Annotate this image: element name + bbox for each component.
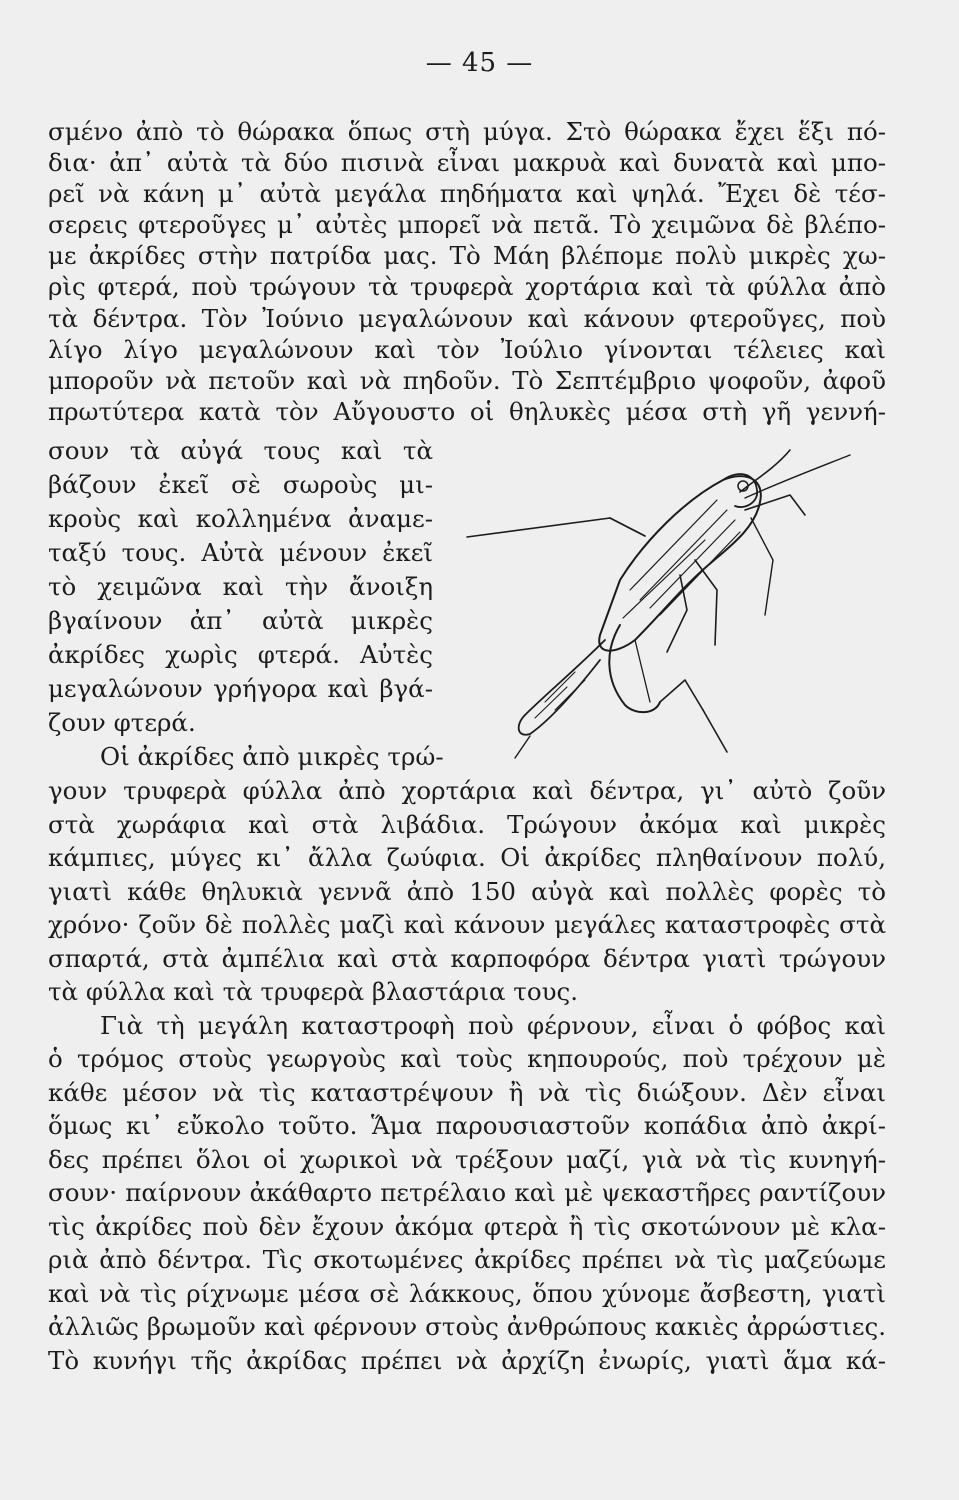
grasshopper-illustration-icon [455, 440, 895, 760]
text-line: ταξύ τους. Αὐτὰ μένουν ἐκεῖ [48, 538, 433, 567]
text-line: τὶς ἀκρίδες ποὺ δὲν ἔχουν ἀκόμα φτερὰ ἢ τὶς σκοτώνουν μὲ κλα- [48, 1212, 886, 1241]
text-line: κροὺς καὶ κολλημένα ἀναμε- [48, 504, 433, 533]
text-line: σμένο ἀπὸ τὸ θώρακα ὅπως στὴ μύγα. Στὸ θώρακα ἔχει ἕξι πό- [48, 117, 886, 146]
text-line: καὶ νὰ τὶς ρίχνωμε μέσα σὲ λάκκους, ὅπου χύνομε ἄσβεστη, γιατὶ [48, 1279, 886, 1308]
text-line: χρόνο· ζοῦν δὲ πολλὲς μαζὶ καὶ κάνουν μεγάλες καταστροφὲς στὰ [48, 910, 886, 939]
text-line: τὸ χειμῶνα καὶ τὴν ἄνοιξη [48, 572, 433, 601]
text-line: γιατὶ κάθε θηλυκιὰ γεννᾶ ἀπὸ 150 αὐγὰ καὶ πολλὲς φορὲς τὸ [48, 877, 886, 906]
text-line: Γιὰ τὴ μεγάλη καταστροφὴ ποὺ φέρνουν, εἶναι ὁ φόβος καὶ [100, 1011, 886, 1040]
text-line: βάζουν ἐκεῖ σὲ σωροὺς μι- [48, 470, 433, 499]
text-line: σουν τὰ αὐγά τους καὶ τὰ [48, 436, 433, 465]
text-line: σουν· παίρνουν ἀκάθαρτο πετρέλαιο καὶ μὲ ψεκαστῆρες ραντίζουν [48, 1178, 886, 1207]
text-line: ἀλλιῶς βρωμοῦν καὶ φέρνουν στοὺς ἀνθρώπους κακιὲς ἀρρώστιες. [48, 1312, 886, 1341]
text-line: σερεις φτεροῦγες μ᾽ αὐτὲς μπορεῖ νὰ πετᾶ. Τὸ χειμῶνα δὲ βλέπο- [48, 210, 886, 239]
text-line: δες πρέπει ὅλοι οἱ χωρικοὶ νὰ τρέξουν μαζί, γιὰ νὰ τὶς κυνηγή- [48, 1145, 886, 1174]
text-line: Τὸ κυνήγι τῆς ἀκρίδας πρέπει νὰ ἀρχίζη ἐνωρίς, γιατὶ ἅμα κά- [48, 1346, 886, 1375]
page-number: — 45 — [425, 48, 534, 78]
text-line: ζουν φτερά. [48, 708, 196, 737]
text-line: ριὰ ἀπὸ δέντρα. Τὶς σκοτωμένες ἀκρίδες πρέπει νὰ τὶς μαζεύωμε [48, 1245, 886, 1274]
text-line: ρὶς φτερά, ποὺ τρώγουν τὰ τρυφερὰ χορτάρια καὶ τὰ φύλλα ἀπὸ [48, 272, 886, 301]
text-line: βγαίνουν ἀπ᾽ αὐτὰ μικρὲς [48, 606, 433, 635]
text-line: κάμπιες, μύγες κι᾽ ἄλλα ζωύφια. Οἱ ἀκρίδες πληθαίνουν πολύ, [48, 843, 886, 872]
text-line: δια· ἀπ᾽ αὐτὰ τὰ δύο πισινὰ εἶναι μακρυὰ καὶ δυνατὰ καὶ μπο- [48, 148, 886, 177]
text-line: σπαρτά, στὰ ἀμπέλια καὶ στὰ καρποφόρα δέντρα γιατὶ τρώγουν [48, 944, 886, 973]
text-line: ρεῖ νὰ κάνη μ᾽ αὐτὰ μεγάλα πηδήματα καὶ ψηλά. Ἔχει δὲ τέσ- [48, 179, 886, 208]
text-line: γουν τρυφερὰ φύλλα ἀπὸ χορτάρια καὶ δέντρα, γι᾽ αὐτὸ ζοῦν [48, 776, 886, 805]
text-line: ὁ τρόμος στοὺς γεωργοὺς καὶ τοὺς κηπουρούς, ποὺ τρέχουν μὲ [48, 1044, 886, 1073]
text-line: μποροῦν νὰ πετοῦν καὶ νὰ πηδοῦν. Τὸ Σεπτέμβριο ψοφοῦν, ἀφοῦ [48, 366, 886, 395]
text-line: μεγαλώνουν γρήγορα καὶ βγά- [48, 674, 433, 703]
text-line: τὰ δέντρα. Τὸν Ἰούνιο μεγαλώνουν καὶ κάνουν φτεροῦγες, ποὺ [48, 304, 886, 333]
text-line: πρωτύτερα κατὰ τὸν Αὔγουστο οἱ θηλυκὲς μέσα στὴ γῆ γεννή- [48, 397, 886, 426]
text-line: ὅμως κι᾽ εὔκολο τοῦτο. Ἅμα παρουσιαστοῦν κοπάδια ἀπὸ ἀκρί- [48, 1111, 886, 1140]
text-line: στὰ χωράφια καὶ στὰ λιβάδια. Τρώγουν ἀκόμα καὶ μικρὲς [48, 810, 886, 839]
text-line: κάθε μέσον νὰ τὶς καταστρέψουν ἢ νὰ τὶς διώξουν. Δὲν εἶναι [48, 1078, 886, 1107]
text-line: τὰ φύλλα καὶ τὰ τρυφερὰ βλαστάρια τους. [48, 977, 579, 1006]
text-line: με ἀκρίδες στὴν πατρίδα μας. Τὸ Μάη βλέπομε πολὺ μικρὲς χω- [48, 241, 886, 270]
text-line: ἀκρίδες χωρὶς φτερά. Αὐτὲς [48, 640, 433, 669]
text-line: Οἱ ἀκρίδες ἀπὸ μικρὲς τρώ- [100, 742, 444, 771]
text-line: λίγο λίγο μεγαλώνουν καὶ τὸν Ἰούλιο γίνονται τέλειες καὶ [48, 335, 886, 364]
